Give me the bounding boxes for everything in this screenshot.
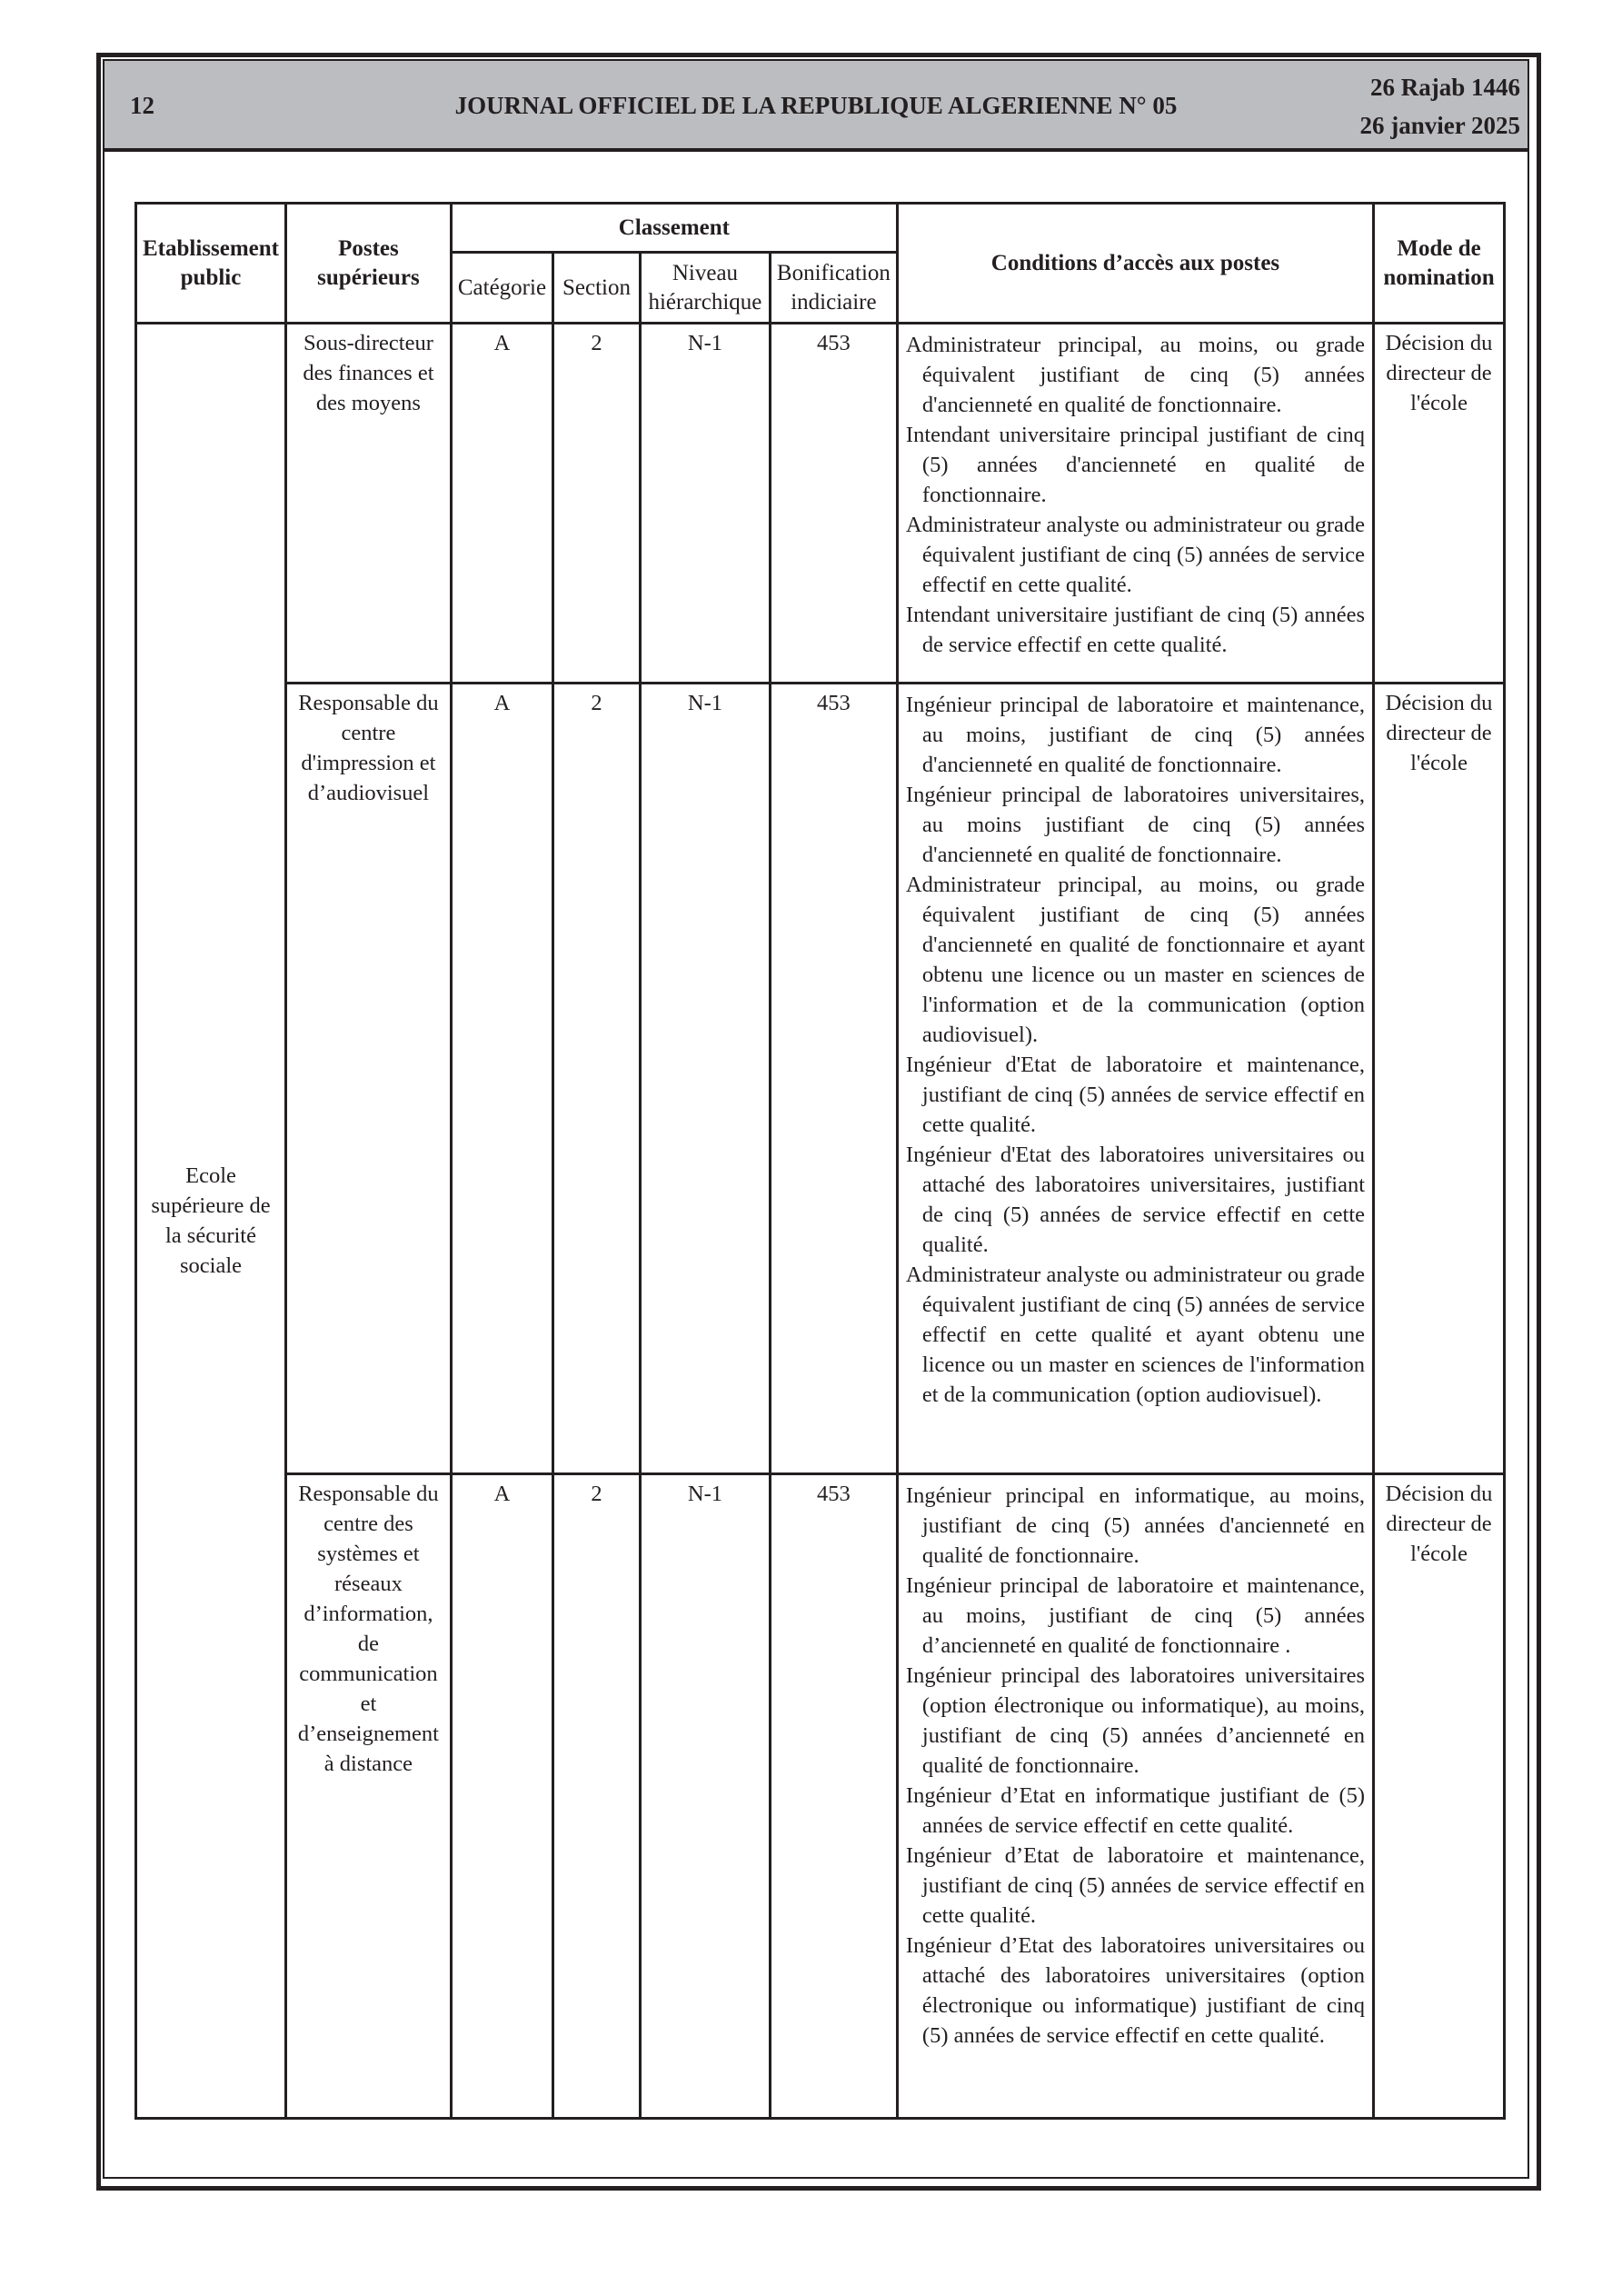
- journal-title: JOURNAL OFFICIEL DE LA REPUBLIQUE ALGERIENNE N° 05: [454, 92, 1178, 119]
- condition-item: Administrateur principal, au moins, ou grade équivalent justifiant de cinq (5) années d'ancienneté en qualité de fonctionnaire et ayant obtenu une licence ou un master en sciences de l'information et de la communication (option audiovisuel).: [905, 873, 1366, 1047]
- condition-item: Ingénieur principal de laboratoire et maintenance, au moins, justifiant de cinq (5) années d'ancienneté en qualité de fonctionnaire.: [905, 693, 1366, 777]
- condition-item: Ingénieur d'Etat des laboratoires universitaires ou attaché des laboratoires universitaires, justifiant de cinq (5) années de service effectif en cette qualité.: [905, 1143, 1366, 1257]
- niveau-cell: N-1: [640, 1474, 770, 2119]
- mode-cell: Décision du directeur de l'école: [1374, 1474, 1505, 2119]
- mode-cell: Décision du directeur de l'école: [1374, 684, 1505, 1474]
- header-categorie: Catégorie: [451, 253, 552, 324]
- header-conditions: Conditions d’accès aux postes: [897, 204, 1373, 324]
- header-postes: Postes supérieurs: [286, 204, 452, 324]
- categorie-cell: A: [451, 324, 552, 684]
- table-row: [136, 684, 1505, 1474]
- header-section: Section: [553, 253, 641, 324]
- journal-header: [104, 61, 1527, 152]
- categorie-cell: A: [451, 684, 552, 1474]
- page-number: 12: [130, 92, 154, 119]
- section-cell: 2: [553, 1474, 641, 2119]
- condition-item: Intendant universitaire principal justifiant de cinq (5) années d'ancienneté en qualité de fonctionnaire.: [905, 423, 1366, 507]
- section-cell: 2: [553, 324, 641, 684]
- header-classement: Classement: [451, 204, 897, 253]
- condition-item: Intendant universitaire justifiant de cinq (5) années de service effectif en cette qualité.: [905, 603, 1366, 657]
- header-niveau: Niveau hiérarchique: [640, 253, 770, 324]
- niveau-cell: N-1: [640, 684, 770, 1474]
- date-gregorian: 26 janvier 2025: [1359, 112, 1520, 139]
- issue-date: [1360, 68, 1521, 145]
- mode-cell: Décision du directeur de l'école: [1374, 324, 1505, 684]
- condition-item: Administrateur analyste ou administrateur ou grade équivalent justifiant de cinq (5) années de service effectif en cette qualité.: [905, 513, 1366, 597]
- section-cell: 2: [553, 684, 641, 1474]
- condition-item: Ingénieur principal de laboratoires universitaires, au moins justifiant de cinq (5) années d'ancienneté en qualité de fonctionnaire.: [905, 783, 1366, 867]
- bonification-cell: 453: [770, 324, 897, 684]
- categorie-cell: A: [451, 1474, 552, 2119]
- bonification-cell: 453: [770, 1474, 897, 2119]
- poste-cell: Sous-directeur des finances et des moyens: [286, 324, 452, 684]
- condition-item: Ingénieur d’Etat des laboratoires universitaires ou attaché des laboratoires universitaires (option électronique ou informatique) justifiant de cinq (5) années de service effectif en cette qualité.: [905, 1933, 1366, 2048]
- conditions-cell: [897, 1474, 1373, 2119]
- condition-item: Administrateur principal, au moins, ou grade équivalent justifiant de cinq (5) années d'ancienneté en qualité de fonctionnaire.: [905, 333, 1366, 417]
- header-mode: Mode de nomination: [1374, 204, 1505, 324]
- bonification-cell: 453: [770, 684, 897, 1474]
- postes-table: [134, 202, 1506, 2120]
- condition-item: Administrateur analyste ou administrateur ou grade équivalent justifiant de cinq (5) années de service effectif en cette qualité et ayant obtenu une licence ou un master en sciences de l'information et de la communication (option audiovisuel).: [905, 1263, 1366, 1407]
- etablissement-cell: Ecole supérieure de la sécurité sociale: [136, 324, 286, 2119]
- condition-item: Ingénieur principal en informatique, au moins, justifiant de cinq (5) années d'ancienneté en qualité de fonctionnaire.: [905, 1483, 1366, 1568]
- condition-item: Ingénieur principal de laboratoire et maintenance, au moins, justifiant de cinq (5) années d’ancienneté en qualité de fonctionnaire .: [905, 1573, 1366, 1658]
- niveau-cell: N-1: [640, 324, 770, 684]
- table-row: [136, 1474, 1505, 2119]
- header-bonification: Bonification indiciaire: [770, 253, 897, 324]
- conditions-cell: [897, 684, 1373, 1474]
- conditions-cell: [897, 324, 1373, 684]
- poste-cell: Responsable du centre des systèmes et réseaux d’information, de communication et d’enseignement à distance: [286, 1474, 452, 2119]
- table-row: [136, 324, 1505, 684]
- poste-cell: Responsable du centre d'impression et d’audiovisuel: [286, 684, 452, 1474]
- condition-item: Ingénieur principal des laboratoires universitaires (option électronique ou informatique), au moins, justifiant de cinq (5) années d’ancienneté en qualité de fonctionnaire.: [905, 1663, 1366, 1778]
- condition-item: Ingénieur d’Etat de laboratoire et maintenance, justifiant de cinq (5) années de service effectif en cette qualité.: [905, 1843, 1366, 1928]
- header-etablissement: Etablissement public: [136, 204, 286, 324]
- date-hijri: 26 Rajab 1446: [1369, 74, 1520, 101]
- condition-item: Ingénieur d’Etat en informatique justifiant de (5) années de service effectif en cette qualité.: [905, 1783, 1366, 1838]
- condition-item: Ingénieur d'Etat de laboratoire et maintenance, justifiant de cinq (5) années de service effectif en cette qualité.: [905, 1053, 1366, 1137]
